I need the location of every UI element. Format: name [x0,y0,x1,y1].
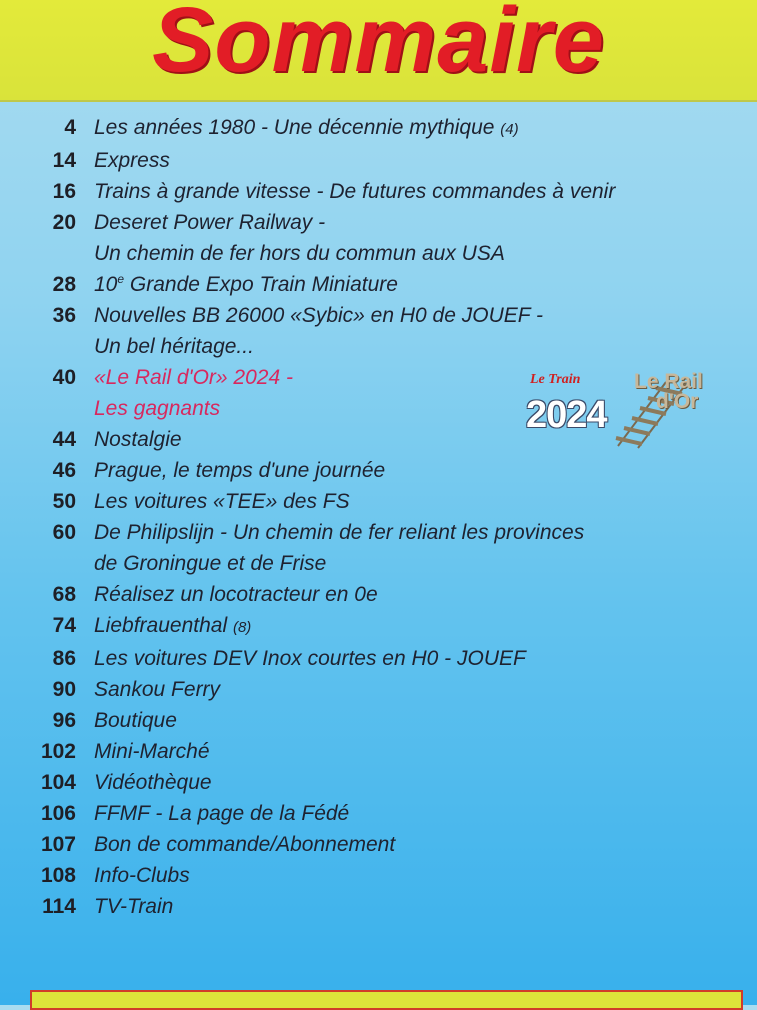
page-number: 74 [52,614,76,637]
page-number: 44 [52,428,76,451]
bottom-banner-edge [30,990,743,1010]
entry-title [94,486,350,517]
toc-entry[interactable] [0,767,757,798]
toc-entry[interactable] [0,269,757,300]
rail-dor-2024-logo [522,372,727,450]
entry-title [94,362,293,424]
page-number: 46 [52,459,76,482]
page-number: 107 [40,833,76,856]
page-number: 40 [52,366,76,389]
entry-title [94,455,385,486]
entry-title [94,176,615,207]
entry-title [94,674,220,705]
entry-line: Info-Clubs [94,864,190,887]
entry-title [94,207,505,269]
entry-title [94,269,398,300]
page-number: 104 [40,771,76,794]
toc-entry[interactable] [0,829,757,860]
toc-entry[interactable] [0,207,757,269]
entry-note: (8) [232,619,252,636]
page-number: 90 [52,678,76,701]
page-number: 4 [64,116,76,139]
toc-entry[interactable] [0,610,757,643]
entry-title [94,610,251,643]
entry-title [94,579,378,610]
entry-line: FFMF - La page de la Fédé [94,802,350,825]
page-number: 96 [52,709,76,732]
page-number: 28 [52,273,76,296]
entry-line-start: 10 [94,273,118,296]
entry-line: Mini-Marché [94,740,210,763]
entry-title [94,300,543,362]
toc-entry[interactable] [0,798,757,829]
toc-entry[interactable] [0,486,757,517]
entry-line: Les années 1980 - Une décennie mythique [94,116,495,139]
page-number: 20 [52,211,76,234]
table-of-contents [0,112,757,922]
header-band [0,0,757,102]
entry-line: Vidéothèque [94,771,212,794]
page-number: 68 [52,583,76,606]
entry-line: «Le Rail d'Or» 2024 - [94,366,293,389]
page-number: 36 [52,304,76,327]
toc-entry[interactable] [0,112,757,145]
entry-title [94,424,182,455]
page-title: Sommaire [152,0,605,91]
wordmark-line-1: Le Rail [634,370,703,393]
entry-title [94,860,190,891]
page-number: 114 [42,895,76,918]
toc-entry[interactable] [0,891,757,922]
toc-entry[interactable] [0,579,757,610]
page-number: 102 [40,740,76,763]
entry-line: Liebfrauenthal [94,614,228,637]
entry-line: Nostalgie [94,428,182,451]
toc-entry[interactable] [0,517,757,579]
toc-entry[interactable] [0,643,757,674]
entry-line: Express [94,149,170,172]
toc-entry[interactable] [0,300,757,362]
toc-entry[interactable] [0,176,757,207]
entry-line: Deseret Power Railway - [94,211,326,234]
entry-line: Un chemin de fer hors du commun aux USA [94,242,505,265]
toc-entry[interactable] [0,860,757,891]
entry-line: TV-Train [94,895,174,918]
entry-line-end: Grande Expo Train Miniature [124,273,398,296]
award-year: 2024 [526,394,607,436]
entry-title [94,798,349,829]
entry-title [94,829,395,860]
entry-line: Un bel héritage... [94,335,254,358]
page-number: 60 [52,521,76,544]
page-number: 16 [52,180,76,203]
entry-title [94,517,584,579]
entry-line: Sankou Ferry [94,678,221,701]
toc-entry[interactable] [0,736,757,767]
entry-line: Les voitures «TEE» des FS [94,490,350,513]
entry-title [94,705,177,736]
entry-line: Nouvelles BB 26000 «Sybic» en H0 de JOUEF - [94,304,544,327]
ordinal-superscript: e [117,272,125,286]
page-number: 50 [52,490,76,513]
toc-entry[interactable] [0,145,757,176]
entry-line: Réalisez un locotracteur en 0e [94,583,378,606]
entry-line: Boutique [94,709,177,732]
entry-line: Bon de commande/Abonnement [94,833,396,856]
entry-title [94,145,170,176]
rail-dor-wordmark [634,372,703,412]
entry-note: (4) [500,121,519,138]
entry-title [94,643,526,674]
entry-title [94,891,173,922]
entry-line: de Groningue et de Frise [94,552,327,575]
toc-entry[interactable] [0,705,757,736]
entry-title [94,112,519,145]
entry-line: De Philipslijn - Un chemin de fer reliant les provinces [94,521,585,544]
toc-entry[interactable] [0,674,757,705]
page-number: 14 [52,149,76,172]
entry-title [94,767,212,798]
page-number: 106 [40,802,76,825]
entry-title [94,736,210,767]
entry-line: Prague, le temps d'une journée [94,459,386,482]
entry-line: Les gagnants [94,397,221,420]
toc-entry[interactable] [0,455,757,486]
wordmark-line-2: d'Or [656,390,699,413]
page-number: 86 [52,647,76,670]
entry-line: Les voitures DEV Inox courtes en H0 - JOUEF [94,647,526,670]
entry-line: Trains à grande vitesse - De futures commandes à venir [94,180,616,203]
le-train-brand: Le Train [530,372,581,387]
page-number: 108 [40,864,76,887]
